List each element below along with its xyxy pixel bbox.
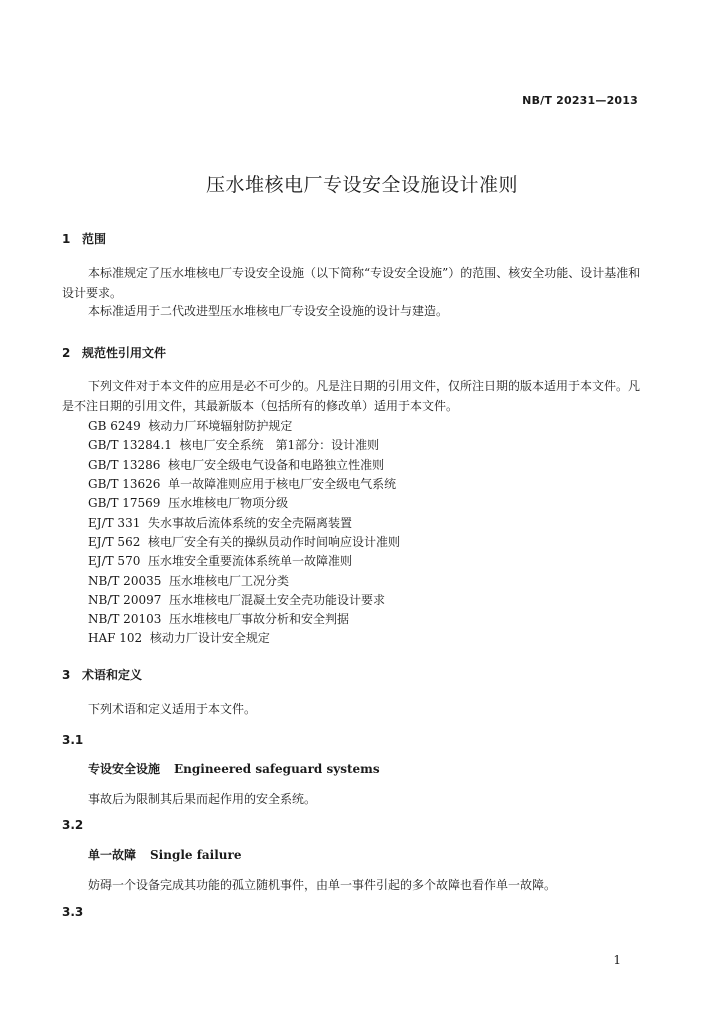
term-title [88, 760, 380, 777]
section-number: 1 [62, 232, 71, 246]
reference-code: GB/T 17569 [88, 496, 161, 510]
reference-item [88, 475, 396, 492]
reference-item [88, 417, 292, 434]
reference-code: NB/T 20035 [88, 574, 162, 588]
reference-title: 核电厂安全有关的操纵员动作时间响应设计准则 [147, 535, 400, 549]
reference-item [88, 436, 379, 453]
scope-paragraph-1: 本标准规定了压水堆核电厂专设安全设施（以下简称“专设安全设施”）的范围、核安全功能、设计基准和设计要求。 [62, 266, 641, 300]
reference-item [88, 456, 384, 473]
reference-title: 压水堆核电厂物项分级 [168, 496, 289, 510]
section-heading-text: 范围 [82, 232, 107, 246]
section-number: 2 [62, 346, 71, 360]
term-zh: 专设安全设施 [88, 762, 161, 776]
standard-code: NB/T 20231—2013 [522, 94, 638, 107]
reference-item [88, 572, 289, 589]
term-number: 3.2 [62, 818, 84, 832]
section-number: 3 [62, 668, 71, 682]
reference-code: HAF 102 [88, 631, 143, 645]
reference-code: NB/T 20103 [88, 612, 162, 626]
term-definition: 事故后为限制其后果而起作用的安全系统。 [88, 792, 317, 806]
term-en: Single failure [150, 848, 242, 862]
section-heading-text: 术语和定义 [82, 668, 143, 682]
reference-item [88, 533, 400, 550]
reference-title: 压水堆核电厂混凝土安全壳功能设计要求 [169, 593, 386, 607]
reference-item [88, 514, 352, 531]
section-heading-text: 规范性引用文件 [82, 346, 167, 360]
reference-code: GB/T 13626 [88, 477, 161, 491]
term-definition: 妨碍一个设备完成其功能的孤立随机事件，由单一事件引起的多个故障也看作单一故障。 [88, 878, 557, 892]
term-title [88, 846, 241, 863]
reference-code: EJ/T 562 [88, 535, 141, 549]
reference-item [88, 610, 349, 627]
reference-title: 失水事故后流体系统的安全壳隔离装置 [147, 516, 352, 530]
reference-code: NB/T 20097 [88, 593, 162, 607]
term-number: 3.3 [62, 905, 84, 919]
section-2-heading [62, 344, 166, 361]
reference-code: GB/T 13284.1 [88, 438, 172, 452]
reference-item [88, 591, 385, 608]
reference-title: 压水堆安全重要流体系统单一故障准则 [147, 554, 352, 568]
reference-code: GB/T 13286 [88, 458, 161, 472]
reference-code: EJ/T 570 [88, 554, 141, 568]
reference-title: 核动力厂设计安全规定 [149, 631, 270, 645]
terms-intro: 下列术语和定义适用于本文件。 [88, 702, 257, 716]
reference-item [88, 629, 270, 646]
section-3-heading [62, 666, 142, 683]
reference-item [88, 552, 352, 569]
reference-title: 核动力厂环境辐射防护规定 [148, 419, 293, 433]
scope-paragraph-2: 本标准适用于二代改进型压水堆核电厂专设安全设施的设计与建造。 [88, 304, 449, 318]
reference-title: 单一故障准则应用于核电厂安全级电气系统 [168, 477, 397, 491]
page-number: 1 [613, 953, 621, 967]
reference-code: EJ/T 331 [88, 516, 141, 530]
reference-code: GB 6249 [88, 419, 141, 433]
reference-title: 核电厂安全级电气设备和电路独立性准则 [168, 458, 385, 472]
reference-item [88, 494, 288, 511]
term-en: Engineered safeguard systems [174, 762, 380, 776]
reference-title: 核电厂安全系统 第1部分：设计准则 [179, 438, 380, 452]
document-title: 压水堆核电厂专设安全设施设计准则 [205, 174, 518, 196]
section-1-heading [62, 230, 106, 247]
reference-title: 压水堆核电厂工况分类 [169, 574, 290, 588]
reference-title: 压水堆核电厂事故分析和安全判据 [169, 612, 350, 626]
term-zh: 单一故障 [88, 848, 137, 862]
references-intro: 下列文件对于本文件的应用是必不可少的。凡是注日期的引用文件，仅所注日期的版本适用于本文件。凡是不注日期的引用文件，其最新版本（包括所有的修改单）适用于本文件。 [62, 379, 641, 413]
term-number: 3.1 [62, 733, 84, 747]
